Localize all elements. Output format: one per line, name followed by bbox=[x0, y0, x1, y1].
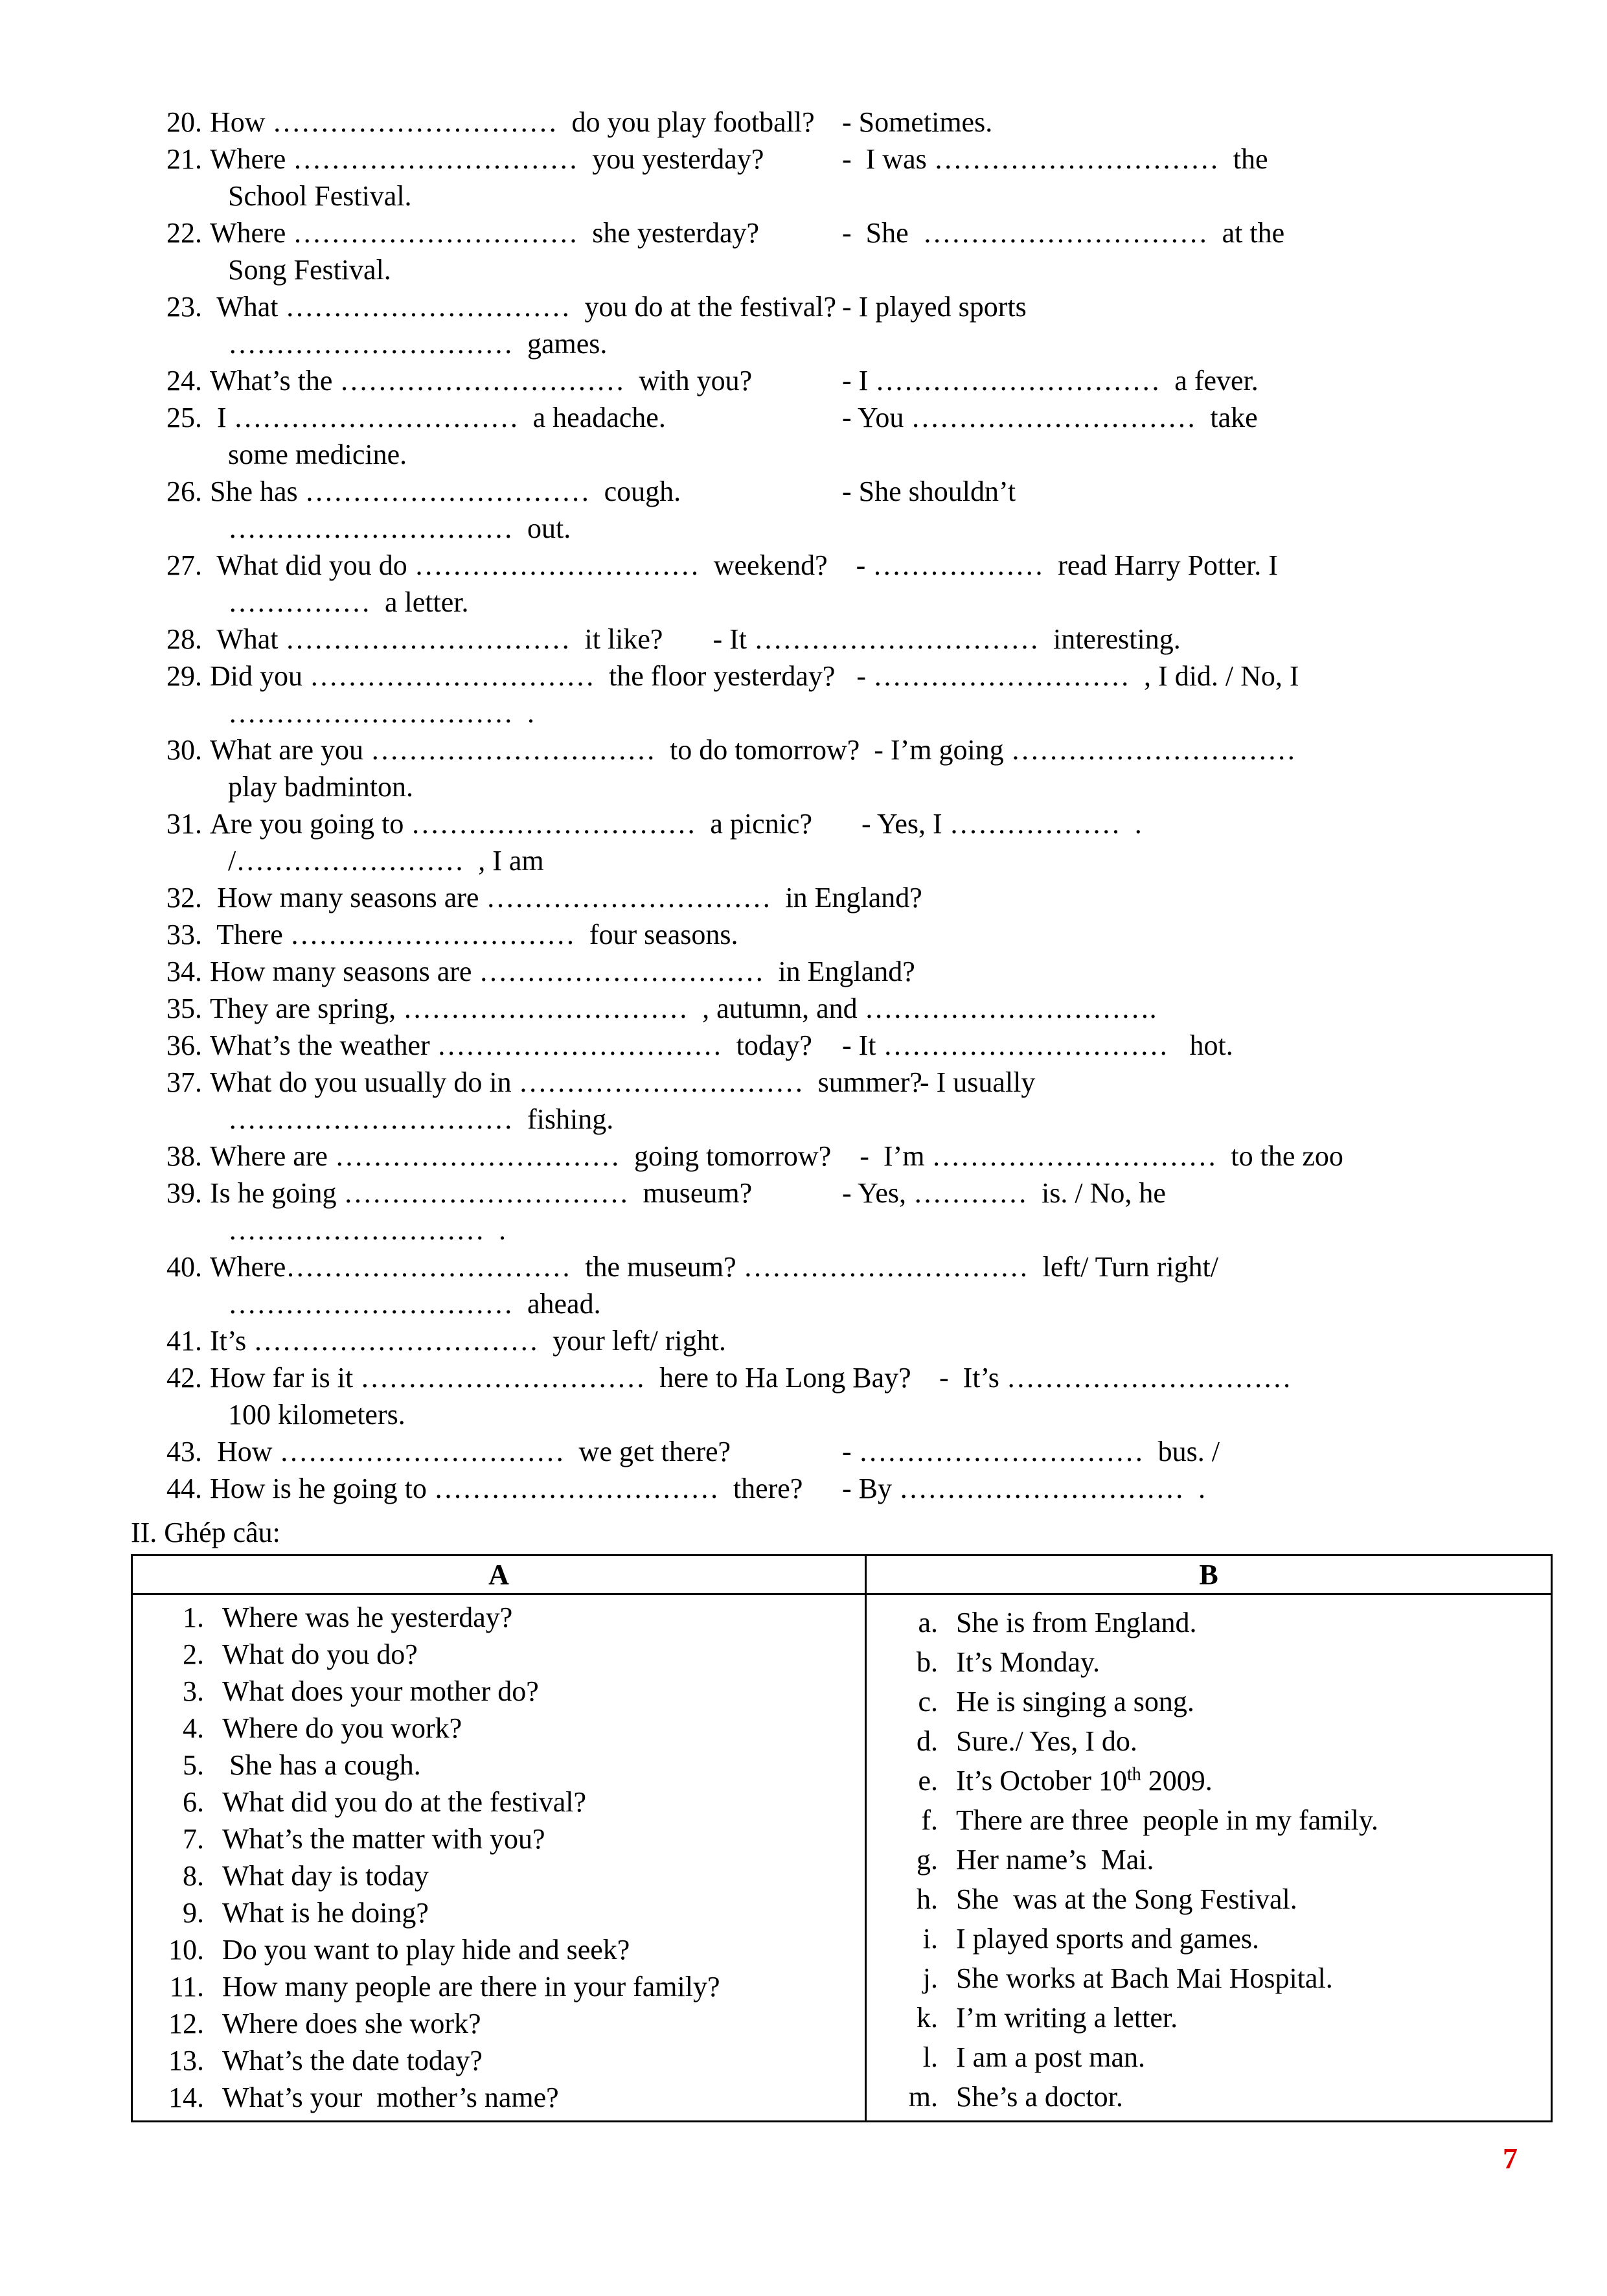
table-row-b bbox=[867, 1603, 1551, 1642]
question-text: Did you ………………………… the floor yesterday? - ……………………… , I did. / No, I bbox=[210, 660, 1299, 692]
table-row-a bbox=[133, 1710, 865, 1747]
question-number: 42. bbox=[166, 1362, 202, 1394]
question-number: 33. bbox=[166, 919, 202, 950]
column-a-list bbox=[133, 1595, 865, 2120]
table-row-b bbox=[867, 1761, 1551, 1800]
item-number: 8. bbox=[183, 1860, 204, 1892]
item-text bbox=[956, 1998, 1178, 2038]
question-line bbox=[155, 1248, 1548, 1285]
question-text: Where………………………… the museum? ………………………… left/ Turn right/ bbox=[210, 1251, 1218, 1283]
question-response: - It’s ………………………… bbox=[939, 1362, 1292, 1394]
table-row-b bbox=[867, 1879, 1551, 1919]
page-number: 7 bbox=[1503, 2142, 1518, 2175]
table-row-b bbox=[867, 1682, 1551, 1721]
question-number: 31. bbox=[166, 808, 202, 840]
question-number: 43. bbox=[166, 1436, 202, 1467]
question-response: - I played sports bbox=[842, 291, 1027, 323]
table-row-b bbox=[867, 1800, 1551, 1840]
question-line bbox=[155, 953, 1548, 990]
table-row-a bbox=[133, 1747, 865, 1784]
item-letter: b. bbox=[917, 1646, 938, 1678]
question-item bbox=[155, 731, 1548, 805]
question-response: - By ………………………… . bbox=[842, 1473, 1205, 1504]
question-item bbox=[155, 916, 1548, 953]
item-letter: f. bbox=[921, 1804, 938, 1836]
question-line bbox=[155, 990, 1548, 1027]
question-item bbox=[155, 141, 1548, 214]
question-response: - ………………………… bus. / bbox=[842, 1436, 1220, 1467]
question-text: What’s the weather ………………………… today? bbox=[210, 1029, 812, 1061]
table-row-b bbox=[867, 1840, 1551, 1879]
table-row-a bbox=[133, 1784, 865, 1820]
question-continuation: 100 kilometers. bbox=[228, 1399, 405, 1430]
question-item bbox=[155, 953, 1548, 990]
question-line bbox=[155, 547, 1548, 584]
item-letter: k. bbox=[917, 2002, 938, 2034]
item-number: 1. bbox=[183, 1601, 204, 1633]
table-row-a bbox=[133, 1968, 865, 2005]
question-text: Where ………………………… she yesterday? bbox=[210, 217, 760, 249]
question-response: - I ………………………… a fever. bbox=[842, 365, 1259, 396]
question-text: There ………………………… four seasons. bbox=[210, 919, 738, 950]
table-row-a bbox=[133, 2079, 865, 2116]
question-text: How ………………………… do you play football? bbox=[210, 106, 815, 138]
table-row-a bbox=[133, 1636, 865, 1673]
question-number: 27. bbox=[166, 549, 202, 581]
item-text bbox=[956, 1682, 1194, 1721]
table-row-a bbox=[133, 2042, 865, 2079]
question-response: - She ………………………… at the bbox=[842, 217, 1285, 249]
question-list bbox=[155, 104, 1548, 1507]
item-number: 14. bbox=[168, 2082, 204, 2113]
item-letter: e. bbox=[918, 1765, 938, 1797]
table-row-a bbox=[133, 1857, 865, 1894]
item-text: How many people are there in your family? bbox=[222, 1971, 720, 2003]
item-text-main: She was at the Song Festival. bbox=[956, 1883, 1297, 1915]
question-line bbox=[155, 1138, 1548, 1175]
question-line bbox=[155, 1322, 1548, 1359]
question-text: What are you ………………………… to do tomorrow? - I’m going ………………………… bbox=[210, 734, 1296, 766]
question-item bbox=[155, 1248, 1548, 1322]
question-item bbox=[155, 288, 1548, 362]
item-text: What’s the matter with you? bbox=[222, 1823, 545, 1855]
question-continuation: ………………………… fishing. bbox=[228, 1103, 614, 1135]
question-number: 41. bbox=[166, 1325, 202, 1357]
question-response: - You ………………………… take bbox=[842, 402, 1258, 433]
item-text-main: She is from England. bbox=[956, 1607, 1197, 1638]
question-number: 36. bbox=[166, 1029, 202, 1061]
item-text: What’s your mother’s name? bbox=[222, 2082, 559, 2113]
question-text: It’s ………………………… your left/ right. bbox=[210, 1325, 726, 1357]
item-text bbox=[956, 1919, 1259, 1958]
question-number: 23. bbox=[166, 291, 202, 323]
item-text bbox=[956, 1840, 1154, 1879]
question-number: 20. bbox=[166, 106, 202, 138]
item-number: 7. bbox=[183, 1823, 204, 1855]
section-title: II. Ghép câu: bbox=[131, 1517, 280, 1548]
question-text: How far is it ………………………… here to Ha Long Bay? bbox=[210, 1362, 911, 1394]
item-letter: l. bbox=[922, 2041, 938, 2073]
question-response: - I was ………………………… the bbox=[842, 143, 1268, 175]
question-text: I ………………………… a headache. bbox=[210, 402, 666, 433]
matching-table bbox=[131, 1554, 1553, 2122]
item-text-main: I’m writing a letter. bbox=[956, 2002, 1178, 2034]
table-row-b bbox=[867, 1998, 1551, 2038]
table-row-a bbox=[133, 1673, 865, 1710]
item-text bbox=[956, 1958, 1333, 1998]
question-continuation: some medicine. bbox=[228, 439, 407, 470]
question-text: How ………………………… we get there? bbox=[210, 1436, 731, 1467]
question-item bbox=[155, 214, 1548, 288]
item-text: Where do you work? bbox=[222, 1712, 462, 1744]
question-item bbox=[155, 990, 1548, 1027]
question-item bbox=[155, 1138, 1548, 1175]
question-line bbox=[155, 879, 1548, 916]
question-number: 35. bbox=[166, 993, 202, 1024]
item-text-main: Her name’s Mai. bbox=[956, 1844, 1154, 1876]
table-row-b bbox=[867, 1642, 1551, 1682]
question-item bbox=[155, 399, 1548, 473]
item-text-main: Sure./ Yes, I do. bbox=[956, 1725, 1137, 1757]
question-line bbox=[155, 621, 1548, 658]
table-row-a bbox=[133, 1894, 865, 1931]
question-response: - Yes, I ……………… . bbox=[861, 808, 1142, 840]
question-continuation: ………………………… . bbox=[228, 697, 534, 729]
question-number: 34. bbox=[166, 956, 202, 987]
column-b-list bbox=[867, 1595, 1551, 2120]
item-text-main: I am a post man. bbox=[956, 2041, 1146, 2073]
item-text: What day is today bbox=[222, 1860, 429, 1892]
table-row-a bbox=[133, 2005, 865, 2042]
question-line bbox=[155, 1359, 1548, 1396]
item-letter: d. bbox=[917, 1725, 938, 1757]
question-number: 22. bbox=[166, 217, 202, 249]
question-continuation: ………………………… out. bbox=[228, 512, 571, 544]
question-item bbox=[155, 1359, 1548, 1433]
item-text-main: He is singing a song. bbox=[956, 1686, 1194, 1717]
item-text: Do you want to play hide and seek? bbox=[222, 1934, 630, 1966]
item-text-main: It’s October 10 bbox=[956, 1765, 1127, 1797]
item-letter: a. bbox=[918, 1607, 938, 1638]
question-number: 39. bbox=[166, 1177, 202, 1209]
question-item bbox=[155, 1175, 1548, 1248]
question-item bbox=[155, 621, 1548, 658]
item-number: 5. bbox=[183, 1749, 204, 1781]
question-line bbox=[155, 1064, 1548, 1101]
item-text: What did you do at the festival? bbox=[222, 1786, 587, 1818]
question-line bbox=[155, 731, 1548, 768]
question-text: What’s the ………………………… with you? bbox=[210, 365, 753, 396]
question-item bbox=[155, 104, 1548, 141]
question-response: - It ………………………… hot. bbox=[842, 1029, 1233, 1061]
question-item bbox=[155, 1470, 1548, 1507]
question-number: 44. bbox=[166, 1473, 202, 1504]
question-number: 38. bbox=[166, 1140, 202, 1172]
table-row-b bbox=[867, 2077, 1551, 2117]
item-text-main: It’s Monday. bbox=[956, 1646, 1100, 1678]
table-row-a bbox=[133, 1599, 865, 1636]
table-row-b bbox=[867, 1919, 1551, 1958]
item-number: 4. bbox=[183, 1712, 204, 1744]
item-number: 11. bbox=[169, 1971, 204, 2003]
item-text-main: She’s a doctor. bbox=[956, 2081, 1123, 2113]
item-text: She has a cough. bbox=[222, 1749, 421, 1781]
item-text: What do you do? bbox=[222, 1638, 418, 1670]
question-number: 29. bbox=[166, 660, 202, 692]
question-text: She has ………………………… cough. bbox=[210, 476, 681, 507]
question-continuation: ………………………… games. bbox=[228, 328, 608, 360]
item-text: What does your mother do? bbox=[222, 1675, 539, 1707]
question-number: 28. bbox=[166, 623, 202, 655]
question-line bbox=[155, 658, 1548, 695]
item-number: 3. bbox=[183, 1675, 204, 1707]
item-text: Where does she work? bbox=[222, 2008, 481, 2039]
item-number: 12. bbox=[168, 2008, 204, 2039]
table-row-a bbox=[133, 1820, 865, 1857]
question-text: What did you do ………………………… weekend? - ……………… read Harry Potter. I bbox=[210, 549, 1278, 581]
question-number: 32. bbox=[166, 882, 202, 913]
item-number: 6. bbox=[183, 1786, 204, 1818]
table-row-a bbox=[133, 1931, 865, 1968]
question-item bbox=[155, 805, 1548, 879]
item-text-main: There are three people in my family. bbox=[956, 1804, 1378, 1836]
question-text: How many seasons are ………………………… in England? bbox=[210, 882, 922, 913]
question-continuation: /…………………… , I am bbox=[228, 845, 544, 877]
question-item bbox=[155, 658, 1548, 731]
table-row-b bbox=[867, 2038, 1551, 2077]
item-text bbox=[956, 1879, 1297, 1919]
question-item bbox=[155, 1433, 1548, 1470]
item-letter: h. bbox=[917, 1883, 938, 1915]
question-text: What ………………………… it like? - It ………………………… interesting. bbox=[210, 623, 1181, 655]
item-text bbox=[956, 1721, 1137, 1761]
item-text bbox=[956, 2038, 1145, 2077]
item-letter: c. bbox=[918, 1686, 938, 1717]
item-letter: g. bbox=[917, 1844, 938, 1876]
item-text bbox=[956, 1642, 1100, 1682]
question-item bbox=[155, 1027, 1548, 1064]
question-item bbox=[155, 362, 1548, 399]
item-text-main: She works at Bach Mai Hospital. bbox=[956, 1962, 1333, 1994]
question-response: - I usually bbox=[920, 1066, 1036, 1098]
item-text: What is he doing? bbox=[222, 1897, 429, 1929]
question-text: How many seasons are ………………………… in England? bbox=[210, 956, 915, 987]
question-continuation: ……………………… . bbox=[228, 1214, 506, 1246]
item-text bbox=[956, 2077, 1123, 2117]
question-text: Where ………………………… you yesterday? bbox=[210, 143, 764, 175]
question-response: - Sometimes. bbox=[842, 106, 993, 138]
item-number: 9. bbox=[183, 1897, 204, 1929]
question-line bbox=[155, 805, 1548, 842]
question-continuation: School Festival. bbox=[228, 180, 412, 212]
question-number: 30. bbox=[166, 734, 202, 766]
question-item bbox=[155, 1064, 1548, 1138]
question-number: 25. bbox=[166, 402, 202, 433]
question-continuation: …………… a letter. bbox=[228, 586, 469, 618]
question-text: How is he going to ………………………… there? bbox=[210, 1473, 803, 1504]
question-text: Is he going ………………………… museum? bbox=[210, 1177, 753, 1209]
item-text bbox=[956, 1603, 1197, 1642]
question-continuation: ………………………… ahead. bbox=[228, 1288, 601, 1320]
column-a-header: A bbox=[132, 1556, 866, 1594]
question-number: 26. bbox=[166, 476, 202, 507]
question-text: Where are ………………………… going tomorrow? - I’m ………………………… to the zoo bbox=[210, 1140, 1343, 1172]
question-text: What ………………………… you do at the festival? bbox=[210, 291, 837, 323]
question-item bbox=[155, 547, 1548, 621]
question-number: 21. bbox=[166, 143, 202, 175]
table-row-b bbox=[867, 1721, 1551, 1761]
item-letter: i. bbox=[922, 1923, 938, 1955]
question-text: What do you usually do in ………………………… summer? bbox=[210, 1066, 922, 1098]
question-response: - Yes, ………… is. / No, he bbox=[842, 1177, 1166, 1209]
item-number: 2. bbox=[183, 1638, 204, 1670]
question-text: They are spring, ………………………… , autumn, and …………………………. bbox=[210, 993, 1157, 1024]
question-text: Are you going to ………………………… a picnic? bbox=[210, 808, 812, 840]
question-continuation: play badminton. bbox=[228, 771, 413, 803]
question-line bbox=[155, 916, 1548, 953]
question-item bbox=[155, 879, 1548, 916]
item-number: 10. bbox=[168, 1934, 204, 1966]
question-continuation: Song Festival. bbox=[228, 254, 391, 286]
item-text bbox=[956, 1761, 1213, 1800]
item-text: What’s the date today? bbox=[222, 2045, 483, 2076]
question-item bbox=[155, 473, 1548, 547]
item-superscript: th bbox=[1126, 1764, 1141, 1785]
item-text: Where was he yesterday? bbox=[222, 1601, 513, 1633]
item-text-main: I played sports and games. bbox=[956, 1923, 1259, 1955]
question-number: 37. bbox=[166, 1066, 202, 1098]
question-item bbox=[155, 1322, 1548, 1359]
column-b-header: B bbox=[866, 1556, 1552, 1594]
item-text bbox=[956, 1800, 1378, 1840]
question-number: 24. bbox=[166, 365, 202, 396]
question-response: - She shouldn’t bbox=[842, 476, 1016, 507]
table-row-b bbox=[867, 1958, 1551, 1998]
question-number: 40. bbox=[166, 1251, 202, 1283]
item-text-after: 2009. bbox=[1141, 1765, 1213, 1797]
item-number: 13. bbox=[168, 2045, 204, 2076]
item-letter: j. bbox=[922, 1962, 938, 1994]
item-letter: m. bbox=[908, 2081, 938, 2113]
